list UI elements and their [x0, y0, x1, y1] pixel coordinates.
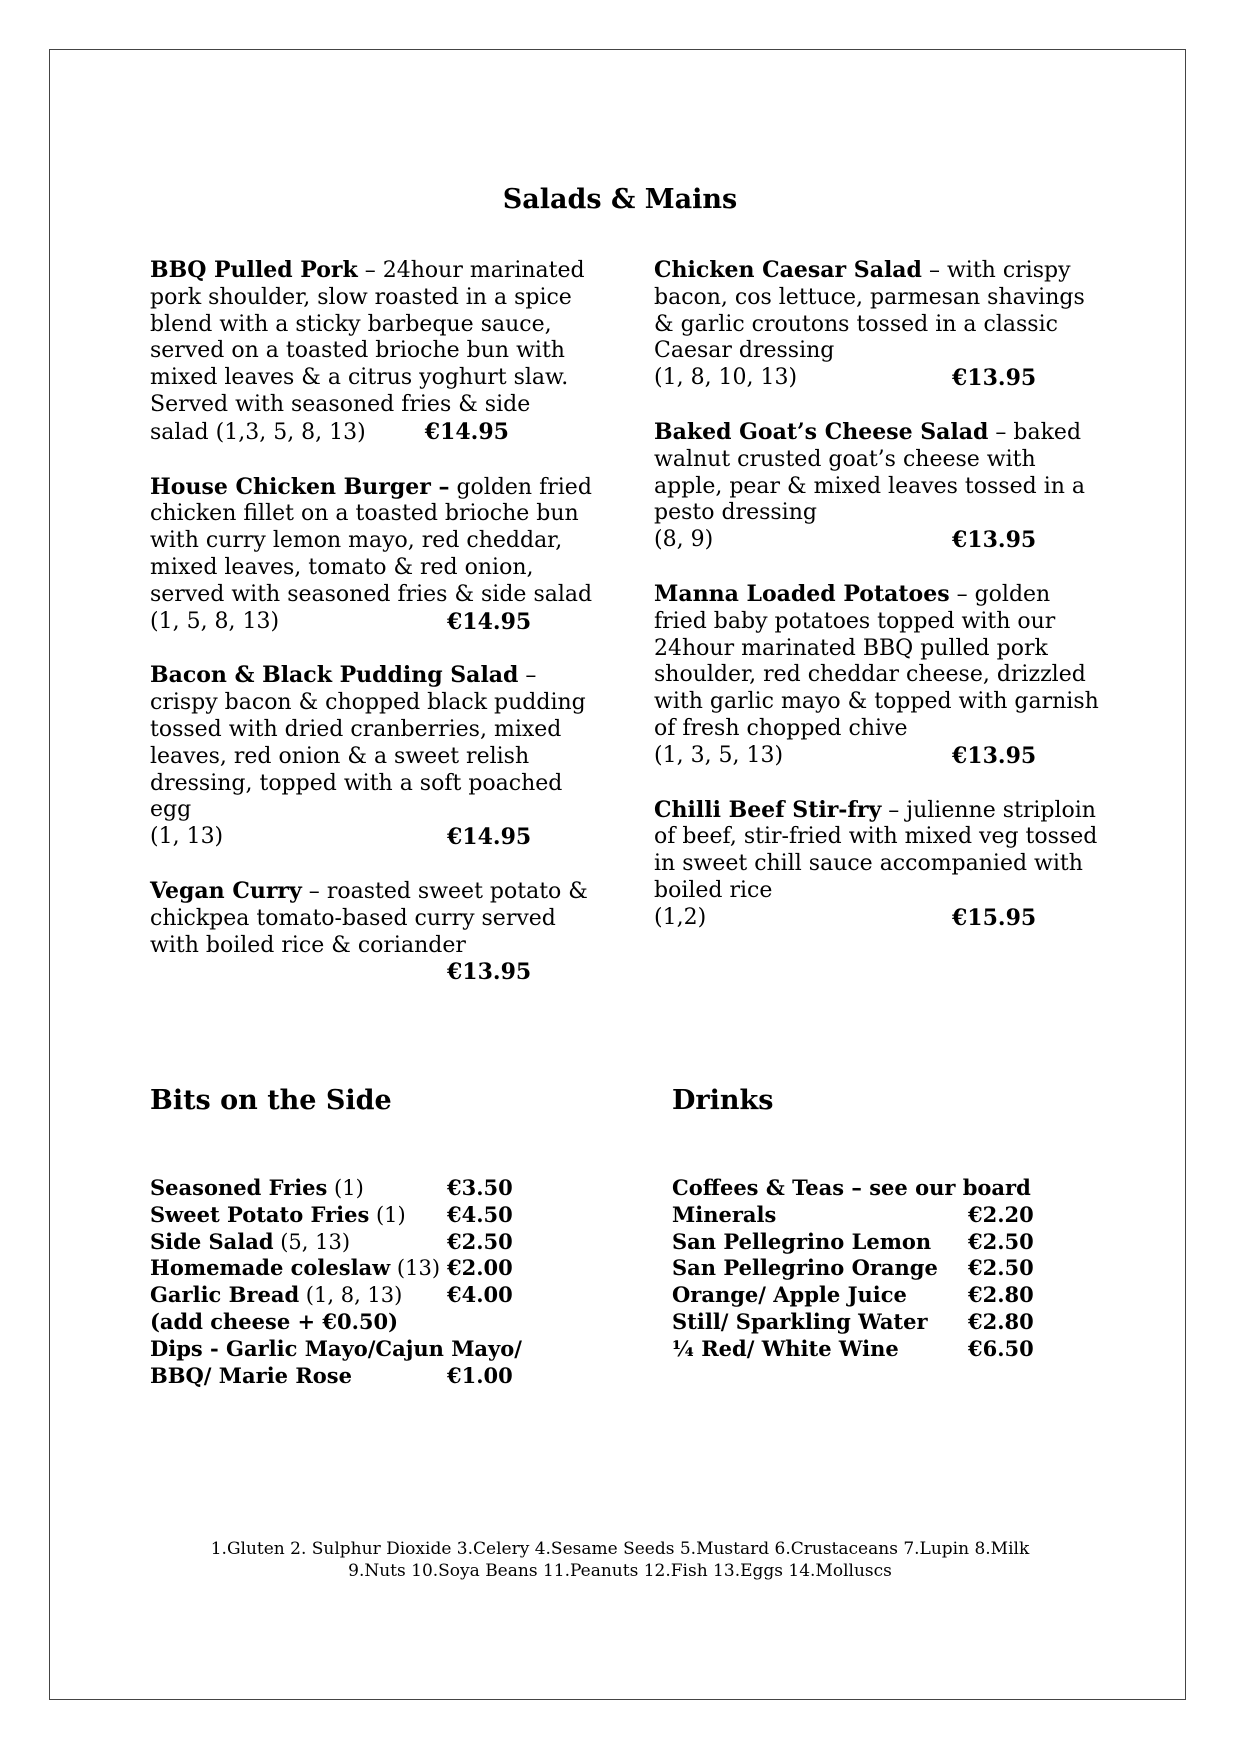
list-item [672, 1229, 1092, 1256]
side-price: €1.00 [447, 1362, 513, 1388]
item-name: Bacon & Black Pudding Salad [150, 662, 519, 689]
side-name: Homemade coleslaw [150, 1255, 391, 1281]
menu-item: Chicken Caesar Salad – with crispy bacon, cos lettuce, parmesan shavings & garlic croutons tossed in a classic Caesar dressing (1, 8, 10, 13) €13.95 [654, 257, 1099, 392]
price-line [654, 365, 1099, 392]
item-price: €14.95 [447, 824, 532, 851]
drinks-list [672, 1175, 1092, 1363]
side-price: €2.50 [447, 1228, 513, 1254]
list-item [150, 1363, 570, 1390]
item-description: with crispy bacon, cos lettuce, parmesan shavings & garlic croutons tossed in a classic Caesar dressing [654, 258, 1085, 364]
menu-item: Chilli Beef Stir-fry – julienne striploin of beef, stir-fried with mixed veg tossed in sweet chill sauce accompanied with boiled rice (1,2) €15.95 [654, 796, 1098, 931]
drink-price: €2.80 [968, 1282, 1034, 1308]
item-price: €13.95 [952, 527, 1037, 554]
item-price: €14.95 [424, 418, 509, 445]
item-name: House Chicken Burger – [150, 473, 450, 500]
price-line [654, 743, 1099, 770]
side-allergens: (1) [369, 1202, 406, 1227]
price-line [150, 824, 595, 851]
price-line [150, 959, 595, 986]
item-allergens: (1, 13) [150, 824, 224, 850]
list-item [150, 1175, 570, 1202]
list-item [672, 1336, 1092, 1363]
side-price: €2.00 [447, 1255, 513, 1281]
side-name: Sweet Potato Fries [150, 1201, 370, 1227]
side-name: Side Salad [150, 1228, 274, 1254]
list-item [672, 1282, 1092, 1309]
menu-item: Bacon & Black Pudding Salad – crispy bacon & chopped black pudding tossed with dried cranberries, mixed leaves, red onion & a sweet relish dressing, topped with a soft poached egg (1, 13) €14.95 [150, 662, 595, 851]
item-name: Manna Loaded Potatoes [654, 580, 950, 607]
side-allergens: (5, 13) [273, 1229, 351, 1254]
allergen-key-line: 1.Gluten 2. Sulphur Dioxide 3.Celery 4.Sesame Seeds 5.Mustard 6.Crustaceans 7.Lupin 8.Milk [210, 1539, 1030, 1559]
sides-heading: Bits on the Side [150, 1085, 392, 1116]
allergen-key [0, 1538, 1240, 1582]
item-allergens: (1, 5, 8, 13) [150, 608, 280, 634]
item-name: Vegan Curry [150, 877, 302, 904]
price-line [150, 609, 595, 636]
menu-item: Baked Goat’s Cheese Salad – baked walnut crusted goat’s cheese with apple, pear & mixed leaves tossed in a pesto dressing (8, 9) €13.95 [654, 419, 1099, 554]
item-price: €13.95 [952, 365, 1037, 392]
menu-item: BBQ Pulled Pork – 24hour marinated pork shoulder, slow roasted in a spice blend with a sticky barbeque sauce, served on a toasted brioche bun with mixed leaves & a citrus yoghurt slaw. Served with seasoned fries & side salad (1,3, 5, 8, 13) €14.95 [150, 257, 585, 445]
price-line [654, 905, 1099, 932]
drink-price: €2.50 [968, 1255, 1034, 1281]
item-allergens: (1,2) [654, 904, 707, 930]
board-note: Coffees & Teas – see our board [672, 1175, 1031, 1200]
menu-item: Manna Loaded Potatoes – golden fried baby potatoes topped with our 24hour marinated BBQ pulled pork shoulder, red cheddar cheese, drizzled with garlic mayo & topped with garnish of fresh chopped chive (1, 3, 5, 13) €13.95 [654, 580, 1099, 769]
list-item [150, 1255, 570, 1282]
drink-price: €6.50 [968, 1335, 1034, 1361]
drink-name: San Pellegrino Orange [672, 1255, 938, 1281]
drinks-heading: Drinks [672, 1085, 774, 1116]
list-item [150, 1229, 570, 1256]
item-description: golden fried baby potatoes topped with our 24hour marinated BBQ pulled pork shoulder, red cheddar cheese, drizzled with garlic mayo & topped with garnish of fresh chopped chive [654, 581, 1099, 741]
item-description: golden fried chicken fillet on a toasted brioche bun with curry lemon mayo, red cheddar, mixed leaves, tomato & red onion, served with seasoned fries & side salad [150, 474, 593, 607]
item-name: Baked Goat’s Cheese Salad [654, 418, 989, 445]
item-description: 24hour marinated pork shoulder, slow roasted in a spice blend with a sticky barbeque sauce, served on a toasted brioche bun with mixed leaves & a citrus yoghurt slaw. Served with seasoned fries & side salad (1,3, 5, 8, 13) [150, 258, 585, 445]
side-name: Seasoned Fries [150, 1175, 328, 1200]
side-price: €4.00 [447, 1282, 513, 1308]
allergen-key-line: 9.Nuts 10.Soya Beans 11.Peanuts 12.Fish 13.Eggs 14.Molluscs [348, 1561, 892, 1581]
side-allergens: (1) [327, 1176, 364, 1200]
drink-price: €2.50 [968, 1228, 1034, 1254]
item-allergens: (1, 8, 10, 13) [654, 365, 798, 391]
item-allergens [150, 959, 157, 984]
drink-name: ¼ Red/ White Wine [672, 1335, 899, 1361]
drink-name: Still/ Sparkling Water [672, 1308, 928, 1334]
dips-options: BBQ/ Marie Rose [150, 1362, 352, 1388]
item-price: €13.95 [447, 959, 532, 986]
menu-title: Salads & Mains [502, 184, 738, 215]
item-price: €15.95 [952, 904, 1037, 931]
menu-item: Vegan Curry – roasted sweet potato & chickpea tomato-based curry served with boiled rice & coriander €13.95 [150, 878, 595, 986]
drink-name: Orange/ Apple Juice [672, 1282, 907, 1308]
menu-item [150, 474, 595, 636]
item-name: Chilli Beef Stir-fry [654, 796, 882, 823]
item-allergens: (1, 3, 5, 13) [654, 742, 784, 768]
item-name: BBQ Pulled Pork [150, 257, 358, 283]
side-name: Garlic Bread [150, 1282, 300, 1308]
list-item [672, 1309, 1092, 1336]
mains-left-column [150, 257, 595, 1013]
side-price: €3.50 [447, 1175, 513, 1200]
drink-name: San Pellegrino Lemon [672, 1228, 932, 1254]
list-item [150, 1282, 570, 1309]
list-item [150, 1202, 570, 1229]
drink-name: Minerals [672, 1201, 777, 1227]
dips-line: Dips - Garlic Mayo/Cajun Mayo/ [150, 1335, 522, 1361]
item-description: crispy bacon & chopped black pudding tossed with dried cranberries, mixed leaves, red onion & a sweet relish dressing, topped with a soft poached egg [150, 690, 586, 823]
item-name: Chicken Caesar Salad [654, 257, 922, 283]
item-description: roasted sweet potato & chickpea tomato-based curry served with boiled rice & coriander [150, 878, 588, 958]
side-allergens: (13) [390, 1256, 441, 1281]
drink-price: €2.80 [968, 1308, 1034, 1334]
item-price: €14.95 [447, 608, 532, 635]
side-price: €4.50 [447, 1201, 513, 1227]
sides-list [150, 1175, 570, 1389]
list-item [672, 1202, 1092, 1229]
item-allergens: (8, 9) [654, 527, 714, 553]
item-price: €13.95 [952, 742, 1037, 769]
cheese-note: (add cheese + €0.50) [150, 1308, 399, 1334]
price-line [654, 527, 1099, 554]
list-item [672, 1255, 1092, 1282]
item-description: baked walnut crusted goat’s cheese with apple, pear & mixed leaves tossed in a pesto dressing [654, 419, 1086, 526]
drink-price: €2.20 [968, 1201, 1034, 1227]
side-allergens: (1, 8, 13) [299, 1283, 403, 1308]
mains-right-column [654, 257, 1099, 959]
item-description: julienne striploin of beef, stir-fried with mixed veg tossed in sweet chill sauce accompanied with boiled rice [654, 797, 1098, 903]
